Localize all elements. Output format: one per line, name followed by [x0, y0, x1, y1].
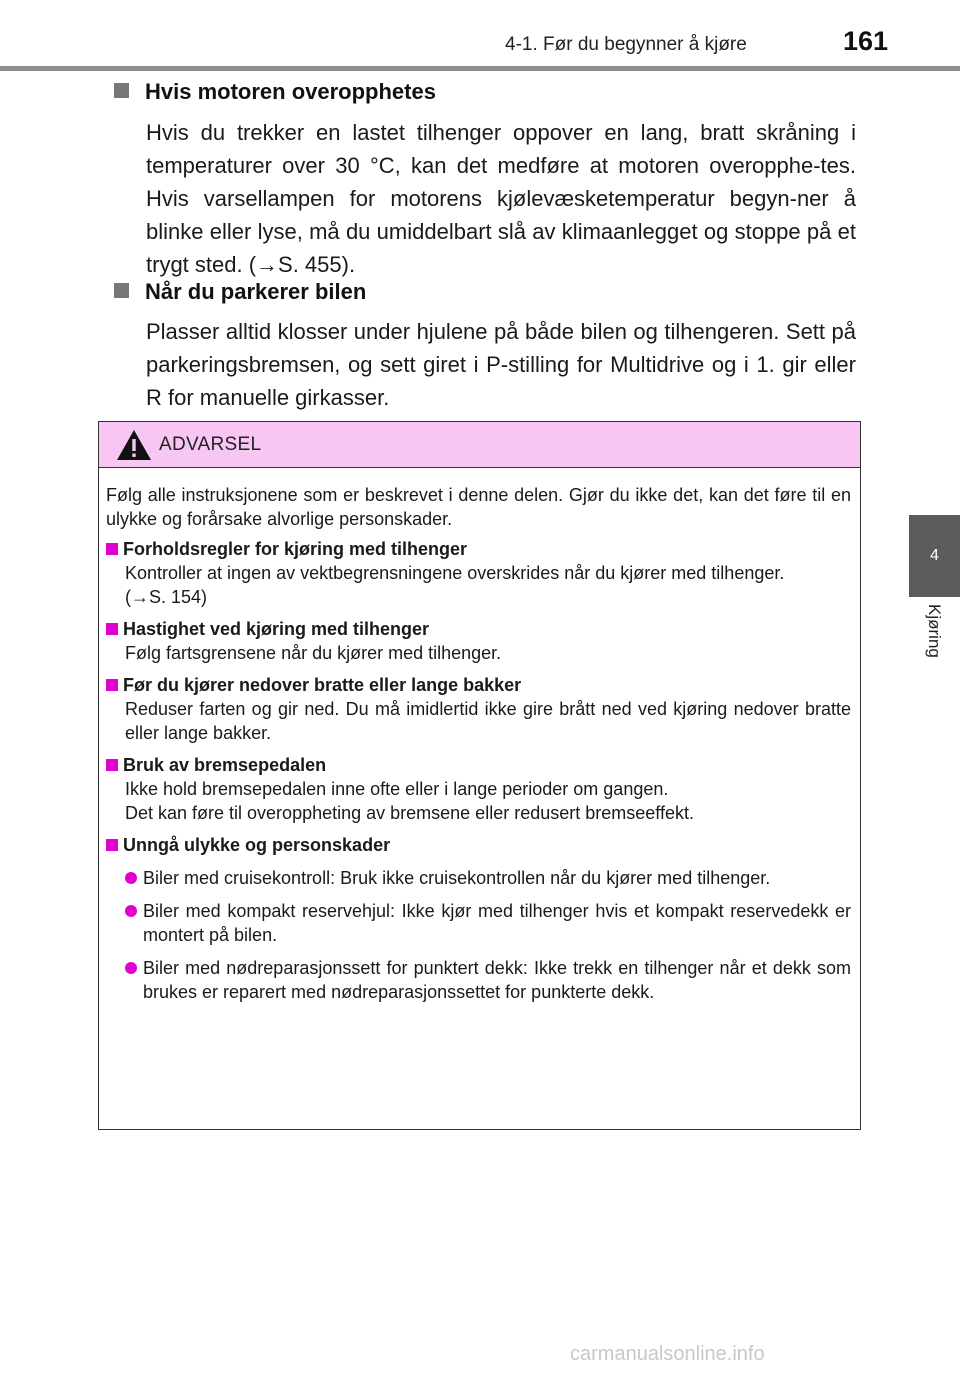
warning-item-heading [106, 753, 851, 777]
warning-item-trailer-precautions [106, 537, 851, 609]
section-heading-text: Når du parkerer bilen [145, 279, 367, 304]
section-body-parking: Plasser alltid klosser under hjulene på både bilen og tilhengeren. Sett på parkeringsbremsen, og sett giret i P-stilling for Multidrive og i 1. gir eller R for manuelle girkasser. [146, 319, 856, 410]
warning-bullet-repair-kit [106, 956, 851, 1004]
warning-triangle-icon [116, 429, 152, 461]
warning-bullet-text: Biler med kompakt reservehjul: Ikke kjør med tilhenger hvis et kompakt reservedekk er montert på bilen. [143, 901, 851, 945]
square-bullet-icon [106, 543, 118, 555]
page-number: 161 [843, 26, 889, 56]
section-body-overheating: Hvis du trekker en lastet tilhenger oppover en lang, bratt skråning i temperaturer over 30 °C, kan det medføre at motoren overopphe-tes. Hvis varsellampen for motorens kjølevæsketemperatur begyn-ner å blinke eller lyse, må du umiddelbart slå av klimaanlegget og stoppe på et trygt sted. (→S. 455). [146, 120, 856, 277]
chapter-tab [909, 515, 960, 597]
warning-item-text: Kontroller at ingen av vektbegrensningene overskrides når du kjører med tilhenger. [125, 563, 785, 583]
square-bullet-icon [114, 83, 129, 98]
warning-bullet-text: Biler med cruisekontroll: Bruk ikke cruisekontrollen når du kjører med tilhenger. [143, 868, 771, 888]
warning-bullet-compact-spare [106, 899, 851, 947]
warning-item-heading [106, 617, 851, 641]
warning-box [98, 421, 861, 1130]
warning-item-text: Det kan føre til overoppheting av bremsene eller redusert bremseeffekt. [125, 803, 694, 823]
warning-item-heading-text: Før du kjører nedover bratte eller lange bakker [123, 675, 522, 695]
warning-item-reference: (→S. 154) [125, 587, 208, 607]
section-heading-parking [114, 279, 366, 305]
warning-item-downhill [106, 673, 851, 745]
warning-item-avoid-accidents [106, 833, 851, 1004]
warning-item-heading [106, 673, 851, 697]
section-heading-text: Hvis motoren overopphetes [145, 79, 436, 104]
square-bullet-icon [114, 283, 129, 298]
warning-intro: Følg alle instruksjonene som er beskrevet i denne delen. Gjør du ikke det, kan det føre til en ulykke og forårsake alvorlige personskader. [106, 485, 851, 529]
warning-item-heading-text: Forholdsregler for kjøring med tilhenger [123, 539, 468, 559]
square-bullet-icon [106, 679, 118, 691]
warning-item-heading-text: Bruk av bremsepedalen [123, 755, 327, 775]
round-bullet-icon [125, 962, 137, 974]
square-bullet-icon [106, 839, 118, 851]
warning-item-speed [106, 617, 851, 665]
square-bullet-icon [106, 759, 118, 771]
warning-item-heading [106, 537, 851, 561]
warning-item-text: Reduser farten og gir ned. Du må imidlertid ikke gire brått ned ved kjøring nedover bratte eller lange bakker. [125, 699, 851, 743]
section-heading-overheating [114, 79, 436, 105]
header-section-title: 4-1. Før du begynner å kjøre [505, 34, 747, 55]
warning-bullet-cruise-control [106, 866, 851, 890]
warning-content [106, 483, 851, 1012]
warning-item-heading [106, 833, 851, 857]
chapter-number: 4 [930, 547, 939, 564]
chapter-title: Kjøring [925, 604, 944, 658]
round-bullet-icon [125, 905, 137, 917]
warning-bullet-text: Biler med nødreparasjonssett for punktert dekk: Ikke trekk en tilhenger når et dekk som brukes er reparert med nødreparasjonssettet for punkterte dekk. [143, 958, 851, 1002]
warning-item-text: Følg fartsgrensene når du kjører med tilhenger. [125, 643, 502, 663]
warning-item-text: Ikke hold bremsepedalen inne ofte eller i lange perioder om gangen. [125, 779, 669, 799]
warning-item-brake-pedal [106, 753, 851, 825]
warning-item-heading-text: Unngå ulykke og personskader [123, 835, 391, 855]
header-divider [0, 66, 960, 71]
warning-header [99, 422, 860, 468]
warning-item-heading-text: Hastighet ved kjøring med tilhenger [123, 619, 430, 639]
square-bullet-icon [106, 623, 118, 635]
warning-title: ADVARSEL [159, 434, 262, 455]
round-bullet-icon [125, 872, 137, 884]
watermark: carmanualsonline.info [570, 1343, 765, 1365]
